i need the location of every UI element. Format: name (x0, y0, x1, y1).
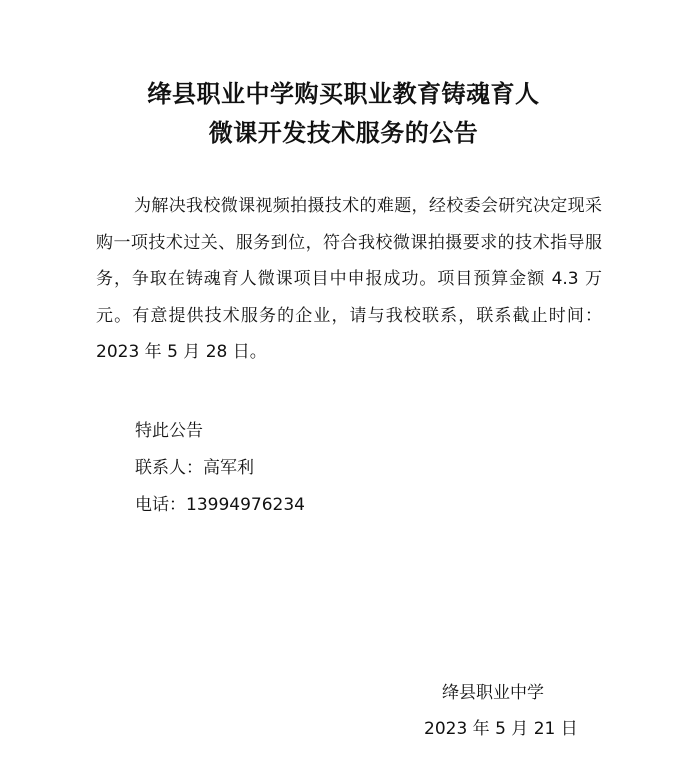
closing-notice: 特此公告 (135, 421, 203, 441)
document-title-line-1: 绛县职业中学购买职业教育铸魂育人 (147, 79, 540, 108)
announcement-body: 为解决我校微课视频拍摄技术的难题，经校委会研究决定现采购一项技术过关、服务到位，符合我校微课拍摄要求的技术指导服务，争取在铸魂育人微课项目中申报成功。项目预算金额 4.3 万元。有意提供技术服务的企业，请与我校联系，联系截止时间：2023 年 5 月 28 日。 (96, 196, 602, 362)
contact-person: 联系人：高军利 (135, 458, 254, 478)
document-title-line-2: 微课开发技术服务的公告 (208, 118, 479, 147)
contact-phone: 电话：13994976234 (135, 495, 305, 515)
signature-date: 2023 年 5 月 21 日 (424, 719, 578, 739)
signature-organization: 绛县职业中学 (442, 683, 544, 703)
